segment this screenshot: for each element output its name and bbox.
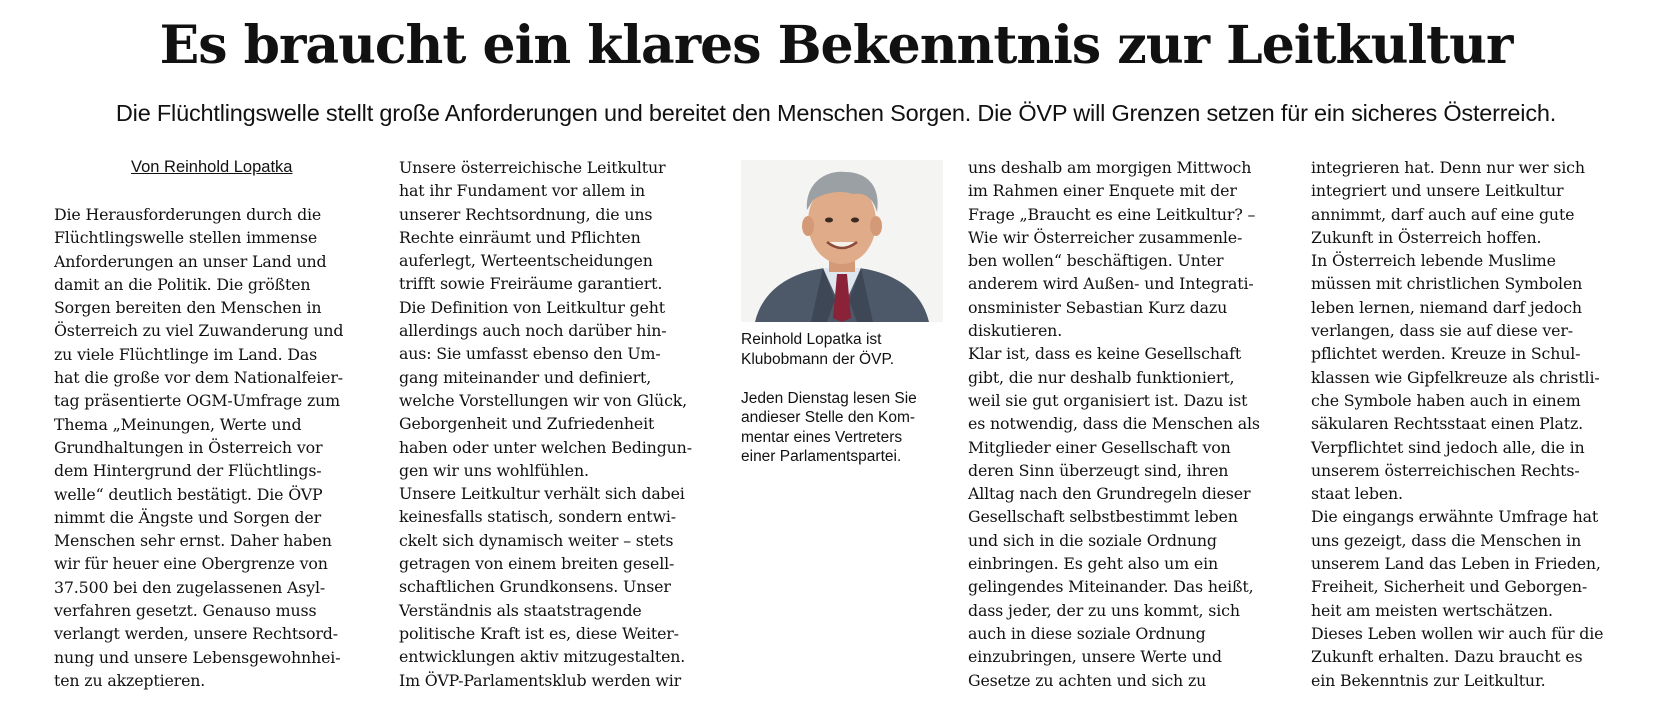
caption-line: mentar eines Vertreters [741,428,903,446]
article-line: ckelt sich dynamisch weiter – stets [399,530,674,550]
article-line: Gesetze zu achten und sich zu [968,670,1207,690]
article-line: welche Vorstellungen wir von Glück, [399,390,688,410]
caption-line: Jeden Dienstag lesen Sie [741,389,917,407]
article-line: Klar ist, dass es keine Gesellschaft [968,344,1242,364]
article-line: welle“ deutlich bestätigt. Die ÖVP [54,484,323,504]
article-line: uns deshalb am morgigen Mittwoch [968,158,1252,177]
article-line: unserem Land das Leben in Frieden, [1311,554,1601,574]
article-line: Unsere Leitkultur verhält sich dabei [399,484,685,504]
article-line: es notwendig, dass die Menschen als [968,414,1260,434]
article-line: nung und unsere Lebensgewohnhei- [54,647,341,667]
article-line: keinesfalls statisch, sondern entwi- [399,507,676,527]
article-line: In Österreich lebende Muslime [1311,251,1556,271]
article-line: hat ihr Fundament vor allem in [399,181,646,201]
article-line: entwicklungen aktiv mitzugestalten. [399,647,686,667]
article-line: heit am meisten wertschätzen. [1311,600,1553,620]
article-line: klassen wie Gipfelkreuze als christli- [1311,367,1600,387]
article-line: pflichtet werden. Kreuze in Schul- [1311,344,1581,364]
article-line: ten zu akzeptieren. [54,670,206,690]
article-line: dass jeder, der zu uns kommt, sich [968,600,1240,620]
article-line: annimmt, darf auch auf eine gute [1311,204,1575,224]
photo-caption [741,330,961,467]
article-line: Verpflichtet sind jedoch alle, die in [1311,437,1585,457]
article-line: Freiheit, Sicherheit und Geborgen- [1311,577,1588,597]
article-line: Die Herausforderungen durch die [54,205,322,224]
article-line: verlangen, dass sie auf diese ver- [1311,321,1573,341]
article-line: verlangt werden, unsere Rechtsord- [54,624,338,644]
article-line: uns gezeigt, dass die Menschen in [1311,530,1582,550]
article-line: ben wollen“ beschäftigen. Unter [968,251,1224,271]
article-line: unserer Rechtsordnung, die uns [399,204,653,224]
article-column-1 [54,203,384,692]
caption-line: einer Parlamentspartei. [741,448,902,465]
article-line: im Rahmen einer Enquete mit der [968,181,1237,201]
caption-line: Klubobmann der ÖVP. [741,350,895,368]
article-line: und sich in die soziale Ordnung [968,530,1217,550]
article-line: Flüchtlingswelle stellen immense [54,228,318,248]
article-line: säkularen Rechtsstaat einen Platz. [1311,414,1584,434]
article-line: leben lernen, niemand darf jedoch [1311,297,1582,317]
article-line: Österreich zu viel Zuwanderung und [54,321,344,341]
article-line: gibt, die nur deshalb funktioniert, [968,367,1235,387]
article-line: 37.500 bei den zugelassenen Asyl- [54,577,326,597]
article-line: haben oder unter welchen Bedingun- [399,437,692,457]
article-line: Im ÖVP-Parlamentsklub werden wir [399,670,682,690]
article-line: unserem österreichischen Rechts- [1311,460,1580,480]
article-line: Thema „Meinungen, Werte und [54,414,302,434]
article-line: Grundhaltungen in Österreich vor [54,437,323,457]
article-line: staat leben. [1311,484,1403,504]
article-line: onsminister Sebastian Kurz dazu [968,297,1228,317]
article-line: dem Hintergrund der Flüchtlings- [54,461,322,481]
caption-line: andieser Stelle den Kom- [741,409,916,426]
article-line: trifft sowie Freiräume garantiert. [399,274,663,294]
article-line: getragen von einem breiten gesell- [399,554,675,574]
article-line: Geborgenheit und Zufriedenheit [399,414,655,434]
article-line: politische Kraft ist es, diese Weiter- [399,623,679,643]
article-column-2 [399,156,729,692]
caption-line: Reinhold Lopatka ist [741,331,882,348]
article-line: damit an die Politik. Die größten [54,274,311,294]
article-line: Zukunft erhalten. Dazu braucht es [1311,647,1583,667]
article-line: aus: Sie umfasst ebenso den Um- [399,344,661,364]
author-portrait [741,160,943,322]
article-line: che Symbole haben auch in einem [1311,390,1581,410]
article-line: auferlegt, Werteentscheidungen [399,251,653,271]
article-line: Zukunft in Österreich hoffen. [1311,227,1542,247]
article-line: tag präsentierte OGM-Umfrage zum [54,391,340,411]
article-line: Dieses Leben wollen wir auch für die [1311,623,1604,643]
article-line: Menschen sehr ernst. Daher haben [54,531,332,551]
article-line: ein Bekenntnis zur Leitkultur. [1311,670,1546,690]
byline: Von Reinhold Lopatka [131,158,293,176]
article-line: schaftlichen Grundkonsens. Unser [399,577,671,597]
article-line: Verständnis als staatstragende [399,600,642,620]
article-line: Alltag nach den Grundregeln dieser [968,484,1251,504]
article-line: gen wir uns wohlfühlen. [399,460,589,480]
article-line: hat die große vor dem Nationalfeier- [54,368,343,388]
article-line: gelingendes Miteinander. Das heißt, [968,577,1254,597]
article-line: allerdings auch noch darüber hin- [399,321,667,341]
article-line: integriert und unsere Leitkultur [1311,181,1564,201]
headline: Es braucht ein klares Bekenntnis zur Leitkultur [159,15,1513,76]
article-line: müssen mit christlichen Symbolen [1311,274,1583,294]
article-column-4 [1311,156,1641,692]
article-line: integrieren hat. Denn nur wer sich [1311,158,1585,177]
article-line: Rechte einräumt und Pflichten [399,227,641,247]
article-line: verfahren gesetzt. Genauso muss [54,601,317,621]
article-line: Wie wir Österreicher zusammenle- [968,227,1243,247]
article-line: einzubringen, unsere Werte und [968,647,1222,667]
article-line: Anforderungen an unser Land und [54,251,327,271]
subheadline: Die Flüchtlingswelle stellt große Anforderungen und bereitet den Menschen Sorgen. Die ÖVP will Grenzen setzen für ein sicheres Österreich. [115,100,1557,126]
article-column-3 [968,156,1298,692]
article-line: Unsere österreichische Leitkultur [399,158,666,177]
article-line: weil sie gut organisiert ist. Dazu ist [968,390,1248,410]
article-line: Die Definition von Leitkultur geht [399,297,665,317]
article-line: Mitglieder einer Gesellschaft von [968,437,1231,457]
article-line: Sorgen bereiten den Menschen in [54,298,322,318]
article-line: anderem wird Außen- und Integrati- [968,274,1254,294]
article-line: auch in diese soziale Ordnung [968,623,1206,643]
article-line: deren Sinn überzeugt sind, ihren [968,460,1229,480]
article-line: zu viele Flüchtlinge im Land. Das [54,344,318,364]
article-line: diskutieren. [968,321,1063,341]
article-line: gang miteinander und definiert, [399,367,652,387]
article-line: Die eingangs erwähnte Umfrage hat [1311,507,1599,527]
article-line: Gesellschaft selbstbestimmt leben [968,507,1238,527]
article-line: Frage „Braucht es eine Leitkultur? – [968,204,1256,224]
article-line: wir für heuer eine Obergrenze von [54,554,328,574]
article-line: nimmt die Ängste und Sorgen der [54,507,321,527]
article-line: einbringen. Es geht also um ein [968,554,1219,574]
